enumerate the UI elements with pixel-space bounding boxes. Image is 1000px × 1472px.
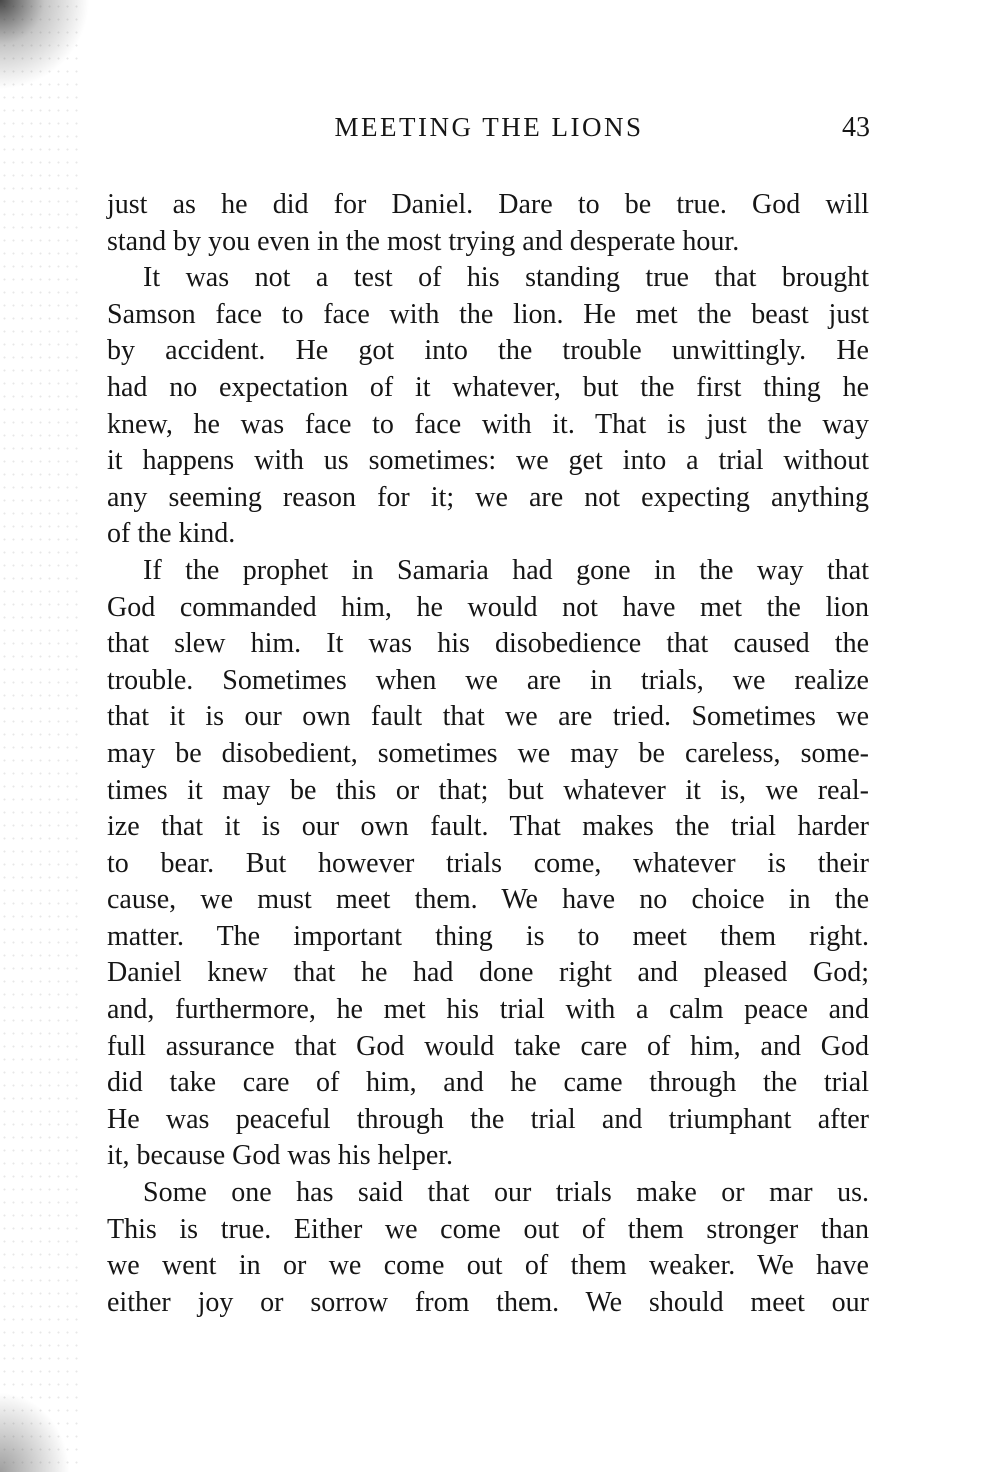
text-line: that it is our own fault that we are tried. Sometimes we xyxy=(107,701,869,733)
text-line: full assurance that God would take care of him, and God xyxy=(107,1030,869,1062)
text-line: to bear. But however trials come, whatever is their xyxy=(107,847,869,879)
text-line: It was not a test of his standing true that brought xyxy=(143,262,869,294)
text-line: God commanded him, he would not have met the lion xyxy=(107,591,869,623)
text-line: any seeming reason for it; we are not expecting anything xyxy=(107,481,869,513)
text-line: He was peaceful through the trial and triumphant after xyxy=(107,1103,869,1135)
text-line: Samson face to face with the lion. He met the beast just xyxy=(107,298,869,330)
text-line: knew, he was face to face with it. That is just the way xyxy=(107,408,869,440)
page-edge-speckle xyxy=(0,0,80,1472)
text-line: trouble. Sometimes when we are in trials, we realize xyxy=(107,664,869,696)
text-line: it happens with us sometimes: we get into a trial without xyxy=(107,445,869,477)
corner-smudge xyxy=(0,0,90,90)
text-line: Daniel knew that he had done right and pleased God; xyxy=(107,957,869,989)
text-line: cause, we must meet them. We have no choice in the xyxy=(107,884,869,916)
chapter-title: MEETING THE LIONS xyxy=(334,112,644,142)
text-line: had no expectation of it whatever, but the first thing he xyxy=(107,371,869,403)
text-line: may be disobedient, sometimes we may be careless, some- xyxy=(107,737,869,769)
text-line: that slew him. It was his disobedience that caused the xyxy=(107,628,869,660)
bottom-edge-smudge xyxy=(0,1392,70,1472)
text-line: we went in or we come out of them weaker. We have xyxy=(107,1250,869,1282)
text-line: by accident. He got into the trouble unwittingly. He xyxy=(107,335,869,367)
text-line: ize that it is our own fault. That makes the trial harder xyxy=(107,811,869,843)
page-number: 43 xyxy=(842,112,870,143)
text-line: of the kind. xyxy=(107,518,236,550)
text-line: If the prophet in Samaria had gone in the way that xyxy=(143,554,869,586)
page-body xyxy=(107,187,869,1321)
text-line: times it may be this or that; but whatever it is, we real- xyxy=(107,774,869,806)
text-line: This is true. Either we come out of them stronger than xyxy=(107,1213,869,1245)
text-line: it, because God was his helper. xyxy=(107,1140,454,1172)
text-line: matter. The important thing is to meet them right. xyxy=(107,920,869,952)
text-line: and, furthermore, he met his trial with a calm peace and xyxy=(107,994,869,1026)
text-line: either joy or sorrow from them. We should meet our xyxy=(107,1286,869,1318)
text-line: Some one has said that our trials make or mar us. xyxy=(143,1177,869,1209)
running-head xyxy=(108,112,870,152)
text-line: just as he did for Daniel. Dare to be true. God will xyxy=(107,189,869,220)
text-line: stand by you even in the most trying and desperate hour. xyxy=(107,225,740,257)
text-line: did take care of him, and he came through the trial xyxy=(107,1067,869,1099)
